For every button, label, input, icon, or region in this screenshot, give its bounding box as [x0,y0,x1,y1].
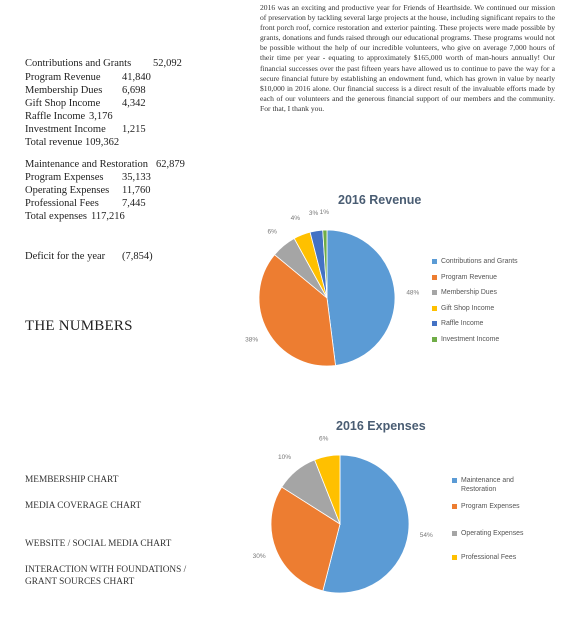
revenue-label-program-revenue: 38% [245,336,259,344]
professional-fees-label: Professional Fees [25,198,99,209]
total-revenue-label: Total revenue [25,137,83,148]
revenue-label-contributions-and-grants: 48% [406,289,420,297]
revenue-label-gift-shop-income: 4% [290,215,301,223]
expenses-label-operating-expenses: 10% [278,453,292,461]
foundations-link-line-1: INTERACTION WITH FOUNDATIONS / [25,565,187,575]
maintenance-value: 62,879 [156,159,185,170]
expenses-legend-program-expenses [452,502,532,511]
media-coverage-chart-link[interactable]: MEDIA COVERAGE CHART [25,501,142,511]
expenses-label-maintenance-and-restoration: 54% [419,531,433,539]
membership-chart-link[interactable]: MEMBERSHIP CHART [25,475,119,485]
maintenance-label: Maintenance and Restoration [25,159,149,170]
expenses-legend-text-program-expenses: Program Expenses [461,503,520,510]
total-revenue-value: 109,362 [85,137,120,148]
deficit-value: (7,854) [122,251,153,262]
revenue-legend-text-program-revenue: Program Revenue [441,273,497,281]
membership-dues-label: Membership Dues [25,85,103,96]
gift-shop-label: Gift Shop Income [25,98,101,109]
revenue-label-investment-income: 1% [319,209,330,217]
expenses-legend-swatch-operating-expenses [452,531,457,536]
revenue-legend-text-membership-dues: Membership Dues [441,289,497,296]
expenses-legend-text-operating-expenses: Operating Expenses [461,530,524,537]
expenses-legend-professional-fees [452,553,532,562]
section-heading: THE NUMBERS [25,318,133,334]
deficit-label: Deficit for the year [25,251,106,262]
revenue-legend-text-contributions-and-grants: Contributions and Grants [441,258,518,265]
foundations-link-line-2: GRANT SOURCES CHART [25,576,135,587]
expenses-legend-swatch-program-expenses [452,504,457,509]
program-expenses-label: Program Expenses [25,172,104,183]
total-expenses-value: 117,216 [91,211,125,222]
raffle-label: Raffle Income [25,111,86,122]
raffle-value: 3,176 [89,111,113,122]
expenses-label-professional-fees: 6% [318,435,329,443]
membership-dues-value: 6,698 [122,85,146,96]
professional-fees-value: 7,445 [122,198,146,209]
gift-shop-value: 4,342 [122,98,146,109]
revenue-chart-title: 2016 Revenue [338,193,422,207]
revenue-legend-text-raffle-income: Raffle Income [441,320,484,327]
expenses-legend-swatch-maintenance-and-restoration [452,478,457,483]
expenses-legend-maintenance-and-restoration [452,476,532,494]
investment-label: Investment Income [25,124,106,135]
program-expenses-value: 35,133 [122,172,151,183]
investment-value: 1,215 [122,124,146,135]
contributions-value: 52,092 [153,58,182,69]
contributions-label: Contributions and Grants [25,58,132,69]
program-revenue-label: Program Revenue [25,72,101,83]
expenses-legend-swatch-professional-fees [452,555,457,560]
expenses-legend-text-maintenance-and-restoration: Maintenance and Restoration [461,477,514,493]
revenue-label-raffle-income: 3% [308,210,319,218]
expenses-chart-title: 2016 Expenses [336,419,426,433]
revenue-legend-text-investment-income: Investment Income [441,335,500,343]
revenue-legend-text-gift-shop-income: Gift Shop Income [441,304,495,312]
program-revenue-value: 41,840 [122,72,151,83]
website-social-media-chart-link[interactable]: WEBSITE / SOCIAL MEDIA CHART [25,539,172,549]
expenses-label-program-expenses: 30% [252,553,266,561]
revenue-label-membership-dues: 6% [267,228,277,236]
expenses-legend-operating-expenses [452,529,532,538]
intro-paragraph: 2016 was an exciting and productive year for Friends of Hearthside. We continued our mission of preservation by tackling several large projects at the house, including significant repairs to the front porch roof, cornice restoration and exterior painting. These projects were made possible by grants, donations and funds raised through our educational programs. These programs would not be possible without the help of our incredible volunteers, who give on average 7,000 hours of their time per year - equating to approximately $165,000 worth of man-hours annually! Our financial successes over the past fifteen years have allowed us to continue to pave the way for a secure financial future by establishing an endowment fund, which has grown in value by nearly $10,000 in 2016 alone. Our financial success is a direct result of the invaluable efforts made by each of our volunteers and the generous financial support of our members and the community. For that, I thank you. [260,3,555,113]
operating-expenses-value: 11,760 [122,185,151,196]
operating-expenses-label: Operating Expenses [25,185,110,196]
total-expenses-label: Total expenses [25,211,87,222]
expenses-legend-text-professional-fees: Professional Fees [461,554,517,561]
